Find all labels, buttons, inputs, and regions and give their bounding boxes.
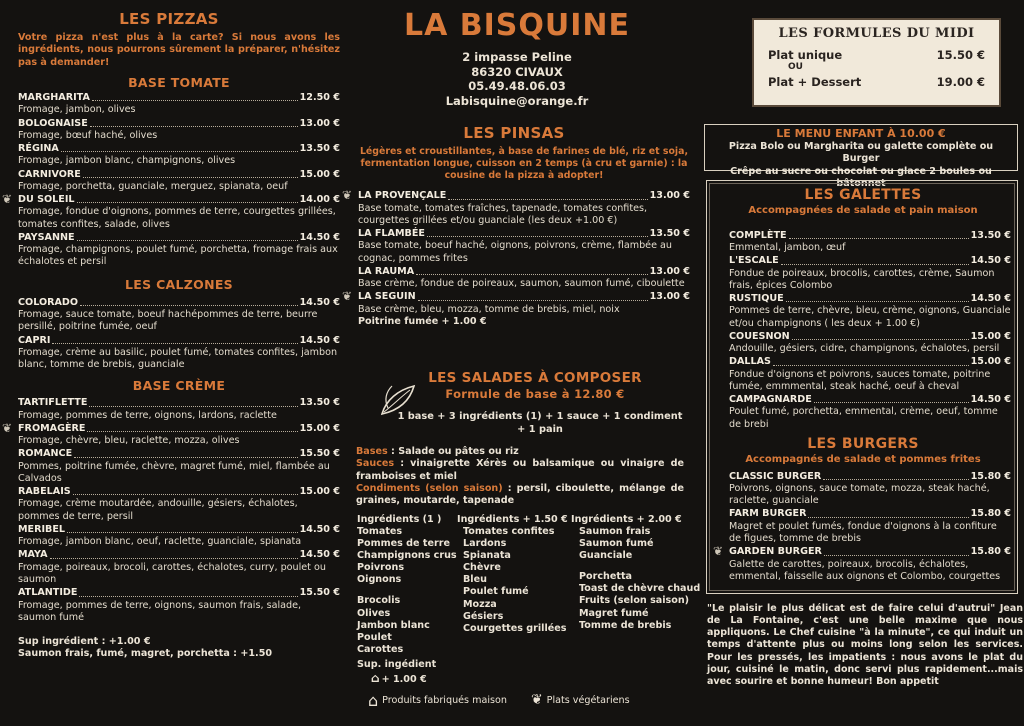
pizzas-title: LES PIZZAS <box>119 10 219 28</box>
menu-item-price: 13.00 € <box>299 117 340 129</box>
menu-item-row <box>18 297 340 309</box>
menu-item-desc: Fromage, fondue d'oignons, pommes de terre, courgettes grillées, tomates confites, salade, olives <box>18 206 336 230</box>
leader-dots <box>781 264 969 265</box>
menu-item-price: 15.80 € <box>970 470 1011 482</box>
salades-title: LES SALADES À COMPOSER <box>428 370 642 386</box>
menu-item <box>18 448 340 485</box>
menu-item-price: 15.00 € <box>299 168 340 180</box>
ingredient-item: Champignons crus <box>357 550 457 562</box>
burgers-list <box>713 470 1011 583</box>
menu-item-name: DU SOLEIL <box>18 194 75 206</box>
leader-dots <box>67 532 298 533</box>
menu-item-desc: Fromage, poireaux, brocoli, carottes, échalotes, curry, poulet ou saumon <box>18 561 326 586</box>
menu-item-price: 13.50 € <box>299 143 340 155</box>
base-creme-list <box>2 397 340 624</box>
menu-item-desc: Fromage, jambon blanc, oeuf, raclette, guanciale, spianata <box>18 536 302 548</box>
salades-block <box>356 370 684 507</box>
menu-item-price: 14.50 € <box>299 523 340 535</box>
leaf-icon: ❦ <box>530 692 543 709</box>
condiments-text: : persil, ciboulette, mélange de graines, moutarde, tapenade <box>356 482 684 507</box>
menu-item-price: 15.00 € <box>299 422 340 434</box>
col1-sup-price <box>371 671 457 686</box>
menu-item <box>729 394 1011 431</box>
menu-item-price: 15.50 € <box>299 587 340 599</box>
menu-item-name: CAPRI <box>18 334 51 346</box>
formules-title: LES FORMULES DU MIDI <box>778 26 975 41</box>
ingredient-item: Courgettes grillées <box>463 622 567 634</box>
menu-item <box>729 255 1011 292</box>
menu-item-row <box>358 228 690 240</box>
menu-item-price: 13.50 € <box>299 397 340 409</box>
menu-item-name: PAYSANNE <box>18 231 75 243</box>
pinsas-note: Poitrine fumée + 1.00 € <box>358 315 487 327</box>
ingredient-item: Olives <box>357 607 391 619</box>
house-icon: ⌂ <box>368 691 379 710</box>
menu-item-row <box>18 486 340 498</box>
house-icon: ⌂ <box>371 670 380 685</box>
menu-item-price: 14.50 € <box>970 293 1011 305</box>
col3-list <box>571 526 701 562</box>
menu-item <box>729 356 1011 393</box>
menu-item-name: MAYA <box>18 549 48 561</box>
menu-item-desc: Fromage, sauce tomate, boeuf hachépommes de terre, beurre persillé, poitrine fumée, oeuf <box>18 308 318 333</box>
leader-dots <box>808 517 968 518</box>
menu-item-desc: Fondue d'oignons et poivrons, sauces tomate, poitrine fumée, emmmental, steak haché, oeuf à cheval <box>729 368 991 392</box>
ingredient-item: Porchetta <box>579 571 633 583</box>
menu-item-row <box>18 524 340 536</box>
menu-item-name: COMPLÈTE <box>729 229 787 241</box>
galettes-block <box>713 187 1011 583</box>
menu-item-name: LA SEGUIN <box>358 291 416 303</box>
menu-item-name: ATLANTIDE <box>18 587 78 599</box>
leader-dots <box>823 479 968 480</box>
menu-item-desc: Base tomate, tomates fraîches, tapenade, tomates confites, courgettes grillées et/ou guanciale (les deux +1.00 €) <box>358 202 648 226</box>
col2-title: Ingrédients + 1.50 € <box>457 514 568 525</box>
menu-item-row <box>18 448 340 460</box>
col3b-list <box>571 571 701 631</box>
menu-item-desc: Magret et poulet fumés, fondue d'oignons à la confiture de figues, tomme de brebis <box>729 520 997 544</box>
leader-dots <box>427 236 648 237</box>
chef-quote: "Le plaisir le plus délicat est de faire celui d'autrui" Jean de La Fontaine, c'est une belle maxime que nous appliquons. Le Chef cuisine "à la minute", ce qui induit un temps d'attente plus ou moins long selon les services. Pour les pressés, les impatients : nous avons le plat du jour, cuisiné le matin, donc servi plus rapidement...mais avec sourire et bonne humeur! Bon appetit <box>707 603 1023 687</box>
menu-item <box>18 232 340 269</box>
col1-sup: Sup. ingédient <box>357 658 437 670</box>
ingredient-item: Magret fumé <box>579 607 649 619</box>
menu-item-price: 14.50 € <box>299 231 340 243</box>
menu-item <box>342 289 690 316</box>
menu-item-price: 14.50 € <box>970 255 1011 267</box>
menu-item <box>18 524 340 549</box>
menu-item-name: FROMAGÈRE <box>18 422 86 434</box>
menu-item-name: CARNIVORE <box>18 168 81 180</box>
menu-item <box>18 169 340 194</box>
menu-item-desc: Poulet fumé, porchetta, emmental, crème, oeuf, tomme de brebi <box>729 406 998 430</box>
pinsas-intro: Légères et croustillantes, à base de farines de blé, riz et soja, fermentation longue, cuisson en 2 temps (à cru et garnie) : la cousine de la pizza à adopter! <box>359 146 689 182</box>
leader-dots <box>448 199 647 200</box>
menu-item-price: 13.00 € <box>649 190 690 202</box>
leaf-icon: ❦ <box>2 420 13 435</box>
leader-dots <box>74 457 297 458</box>
menu-item <box>18 118 340 143</box>
burgers-title: LES BURGERS <box>807 435 919 452</box>
legend-veg <box>531 692 630 710</box>
menu-item-row <box>729 546 1011 558</box>
ingredient-item: Chèvre <box>463 562 501 574</box>
leaf-icon: ❦ <box>713 544 724 559</box>
menu-item-name: COLORADO <box>18 296 79 308</box>
salades-formula: 1 base + 3 ingrédients (1) + 1 sauce + 1 condiment + 1 pain <box>397 410 683 435</box>
menu-item <box>2 192 340 231</box>
menu-item-name: MERIBEL <box>18 523 66 535</box>
formules-card <box>752 18 1001 107</box>
menu-item-price: 15.80 € <box>970 546 1011 558</box>
legend-veg-text: Plats végétariens <box>546 695 630 707</box>
menu-item-row <box>18 92 340 104</box>
menu-item <box>2 420 340 448</box>
menu-item-row <box>18 118 340 130</box>
col1-list <box>357 526 457 586</box>
menu-item-name: MARGHARITA <box>18 91 90 103</box>
ingredients-col-1 <box>357 514 457 686</box>
menu-item-name: RUSTIQUE <box>729 293 784 305</box>
menu-item-name: ROMANCE <box>18 448 73 460</box>
leader-dots <box>50 558 298 559</box>
menu-item <box>18 297 340 334</box>
menu-item-desc: Fromage, crème au basilic, poulet fumé, tomates confites, jambon blanc, tomme de brebis, guanciale <box>18 346 338 371</box>
leader-dots <box>52 343 297 344</box>
menu-item-desc: Base crème, bleu, mozza, tomme de brebis, miel, noix <box>358 303 620 315</box>
leader-dots <box>77 202 298 203</box>
menu-item-desc: Fromage, crème moutardée, andouille, gésiers, échalotes, pommes de terre, persil <box>18 498 298 522</box>
menu-item-price: 14.50 € <box>299 334 340 346</box>
ingredient-item: Tomates confites <box>463 526 555 538</box>
col1-title: Ingrédients (1 ) <box>357 514 442 525</box>
calzones-title: LES CALZONES <box>125 276 233 292</box>
menu-item-row <box>18 423 340 435</box>
burgers-subtitle: Accompagnés de salade et pommes frites <box>745 453 981 465</box>
menu-item-row <box>18 143 340 155</box>
col1b-list <box>357 595 457 655</box>
leader-dots <box>80 305 298 306</box>
enfant-title: LE MENU ENFANT À 10.00 € <box>776 127 946 140</box>
brand-email[interactable]: Labisquine@orange.fr <box>445 94 589 109</box>
menu-item-desc: Fromage, jambon, olives <box>18 104 136 116</box>
pizzas-column <box>2 10 340 661</box>
menu-item-desc: Pommes, poitrine fumée, chèvre, magret fumé, miel, flambée au Calvados <box>18 460 330 484</box>
ingredient-item: Guanciale <box>579 550 633 562</box>
menu-item-name: CLASSIC BURGER <box>729 470 822 482</box>
ingredients-col-3 <box>571 514 701 632</box>
menu-item-price: 14.50 € <box>299 549 340 561</box>
leaf-icon: ❦ <box>342 289 353 304</box>
legend <box>368 691 648 711</box>
ingredient-item: Oignons <box>357 574 402 586</box>
enfant-card <box>704 124 1018 189</box>
menu-item <box>713 544 1011 583</box>
menu-item <box>729 508 1011 545</box>
formules-or: OU <box>788 62 803 73</box>
menu-item-row <box>358 190 690 202</box>
menu-item-desc: Fromage, bœuf haché, olives <box>18 129 158 141</box>
menu-item <box>358 266 690 291</box>
leader-dots <box>73 494 298 495</box>
menu-item-name: RÉGINA <box>18 143 59 155</box>
sup-premium-line: Saumon frais, fumé, magret, porchetta : +1.50 <box>18 648 273 660</box>
galettes-title: LES GALETTES <box>804 187 922 203</box>
legend-house-text: Produits fabriqués maison <box>382 695 507 707</box>
formule-2-price: 19.00 € <box>936 74 985 89</box>
menu-item-name: LA PROVENÇALE <box>358 190 447 202</box>
menu-item <box>729 293 1011 330</box>
menu-item <box>342 188 690 227</box>
basil-leaf-icon <box>376 378 420 420</box>
menu-item-name: FARM BURGER <box>729 508 807 520</box>
leader-dots <box>792 339 969 340</box>
menu-item-desc: Base tomate, boeuf haché, oignons, poivrons, crème, flambée au cognac, pommes frites <box>358 240 672 264</box>
sauces-label: Sauces <box>356 458 395 470</box>
brand-address-2: 86320 CIVAUX <box>471 64 563 79</box>
menu-item-price: 15.80 € <box>970 508 1011 520</box>
menu-item-desc: Fromage, champignons, poulet fumé, porchetta, fromage frais aux échalotes et persil <box>18 244 338 268</box>
pinsas-column <box>342 124 690 328</box>
leader-dots <box>87 431 297 432</box>
pizzas-intro: Votre pizza n'est plus à la carte? Si nous avons les ingrédients, nous pourrons sûrement la préparer, n'hésitez pas à demander! <box>18 32 340 68</box>
menu-item <box>18 397 340 422</box>
ingredient-item: Jambon blanc <box>357 619 430 631</box>
sup-ingredient-line: Sup ingrédient : +1.00 € <box>18 636 151 648</box>
formule-1-label: Plat unique <box>768 47 843 62</box>
ingredient-item: Saumon fumé <box>579 538 654 550</box>
menu-item-name: GARDEN BURGER <box>729 546 822 558</box>
menu-item-row <box>18 397 340 409</box>
menu-item-name: COUESNON <box>729 330 790 342</box>
menu-item <box>729 230 1011 255</box>
ingredient-item: Brocolis <box>357 595 401 607</box>
salades-sauces <box>356 458 684 483</box>
menu-item-price: 13.00 € <box>649 265 690 277</box>
leaf-icon: ❦ <box>2 192 13 207</box>
leader-dots <box>416 274 647 275</box>
ingredient-item: Mozza <box>463 598 497 610</box>
ingredient-item: Spianata <box>463 550 511 562</box>
condiments-label: Condiments (selon saison) <box>356 482 503 494</box>
salades-bases <box>356 446 684 458</box>
menu-item-row <box>18 169 340 181</box>
menu-item <box>18 92 340 117</box>
leader-dots <box>786 301 969 302</box>
menu-item <box>18 587 340 624</box>
formules-row-1 <box>768 48 985 63</box>
bases-text: : Salade ou pâtes ou riz <box>387 446 519 458</box>
formule-1-price: 15.50 € <box>936 47 985 62</box>
galettes-list <box>729 230 1011 431</box>
menu-item-price: 15.00 € <box>970 356 1011 368</box>
salades-options <box>356 446 684 507</box>
menu-item <box>729 331 1011 356</box>
menu-item-desc: Fromage, jambon blanc, champignons, olives <box>18 155 236 167</box>
leader-dots <box>83 177 298 178</box>
leader-dots <box>773 365 969 366</box>
ingredient-item: Bleu <box>463 574 487 586</box>
salades-subtitle: Formule de base à 12.80 € <box>445 387 625 402</box>
ingredient-item: Tomates <box>357 526 403 538</box>
menu-item-row <box>729 255 1011 267</box>
menu-item-row <box>729 508 1011 520</box>
col2-list <box>457 526 569 635</box>
ingredient-item: Poivrons <box>357 562 405 574</box>
ingredient-item: Tomme de brebis <box>579 619 672 631</box>
enfant-line-1: Pizza Bolo ou Margharita ou galette complète ou Burger <box>728 141 994 165</box>
base-tomate-title: BASE TOMATE <box>128 74 230 90</box>
menu-item-row <box>18 232 340 244</box>
menu-item-name: RABELAIS <box>18 486 71 498</box>
menu-item-row <box>358 291 690 303</box>
leader-dots <box>79 596 297 597</box>
ingredient-item: Poulet <box>357 631 392 643</box>
ingredient-item: Toast de chèvre chaud <box>579 583 701 595</box>
menu-item <box>18 549 340 586</box>
galettes-subtitle: Accompagnées de salade et pain maison <box>748 204 978 216</box>
enfant-line-2: Crêpe au sucre ou chocolat ou glace 2 boules ou bâtonnet <box>730 165 992 189</box>
menu-item-desc: Fondue de poireaux, brocolis, carottes, crème, Saumon frais, épices Colombo <box>729 267 995 291</box>
menu-item-row <box>18 549 340 561</box>
pinsas-list <box>342 188 690 316</box>
ingredient-item: Fruits (selon saison) <box>579 595 690 607</box>
menu-item-desc: Emmental, jambon, œuf <box>729 241 846 253</box>
ingredient-item: Saumon frais <box>579 526 651 538</box>
menu-item-desc: Poivrons, oignons, sauce tomate, mozza, steak haché, raclette, guanciale <box>729 482 990 507</box>
base-tomate-list <box>2 91 340 269</box>
leader-dots <box>418 300 648 301</box>
pinsas-title: LES PINSAS <box>463 124 565 142</box>
menu-item-name: LA FLAMBÉE <box>358 228 425 240</box>
formules-row-2 <box>768 75 985 90</box>
brand-name: LA BISQUINE <box>403 8 631 43</box>
ingredient-item: Gésiers <box>463 610 504 622</box>
menu-item <box>18 143 340 168</box>
sup-ingredient-note <box>18 636 340 661</box>
menu-item-price: 15.00 € <box>970 330 1011 342</box>
ingredient-item: Pommes de terre <box>357 538 450 550</box>
menu-item-desc: Base crème, fondue de poireaux, saumon, saumon fumé, ciboulette <box>358 278 685 290</box>
menu-item-price: 14.50 € <box>970 394 1011 406</box>
bases-label: Bases <box>356 446 388 458</box>
menu-item-name: L'ESCALE <box>729 255 779 267</box>
leader-dots <box>814 402 969 403</box>
menu-item-price: 14.50 € <box>299 296 340 308</box>
calzones-list <box>18 297 340 372</box>
menu-item-row <box>18 335 340 347</box>
menu-item-name: CAMPAGNARDE <box>729 394 812 406</box>
leader-dots <box>61 151 298 152</box>
menu-item-row <box>729 356 1011 368</box>
menu-item-price: 14.00 € <box>299 194 340 206</box>
menu-item <box>18 486 340 523</box>
brand-block <box>352 8 692 109</box>
menu-item-price: 12.50 € <box>299 91 340 103</box>
menu-item-name: DALLAS <box>729 356 771 368</box>
menu-item-desc: Fromage, pommes de terre, oignons, saumon frais, salade, saumon fumé <box>18 599 302 623</box>
ingredients-col-2 <box>457 514 569 635</box>
col3-title: Ingrédients + 2.00 € <box>571 514 682 525</box>
menu-item <box>358 228 690 265</box>
leader-dots <box>77 240 298 241</box>
menu-item-name: TARTIFLETTE <box>18 397 88 409</box>
menu-item-row <box>729 293 1011 305</box>
menu-item-row <box>358 266 690 278</box>
menu-item-row <box>729 331 1011 343</box>
menu-item-row <box>729 471 1011 483</box>
legend-house <box>368 691 507 711</box>
menu-item-desc: Andouille, gésiers, cidre, champignons, échalotes, persil <box>729 343 1000 355</box>
menu-item-row <box>729 394 1011 406</box>
menu-item-desc: Fromage, chèvre, bleu, raclette, mozza, olives <box>18 435 240 447</box>
leader-dots <box>90 126 298 127</box>
menu-item-desc: Pommes de terre, chèvre, bleu, crème, oignons, Guanciale et/ou champignons ( les deux + 1.00 €) <box>729 305 1011 329</box>
menu-item-price: 13.50 € <box>649 228 690 240</box>
menu-item-price: 13.00 € <box>649 291 690 303</box>
formule-2-label: Plat + Dessert <box>768 74 862 89</box>
menu-item-row <box>18 587 340 599</box>
leader-dots <box>92 100 298 101</box>
sauces-text: : vinaigrette Xérès ou balsamique ou vinaigre de framboises et miel <box>356 458 684 482</box>
menu-item-row <box>18 194 340 206</box>
salades-condiments <box>356 483 684 508</box>
leader-dots <box>789 238 969 239</box>
menu-item <box>729 471 1011 508</box>
col1-sup-price-text: + 1.00 € <box>381 673 427 685</box>
menu-item-name: BOLOGNAISE <box>18 117 88 129</box>
menu-item-row <box>729 230 1011 242</box>
menu-item-price: 13.50 € <box>970 229 1011 241</box>
menu-item <box>18 335 340 372</box>
leaf-icon: ❦ <box>342 188 353 203</box>
brand-address-1: 2 impasse Peline <box>462 50 572 64</box>
galettes-burgers-frame <box>706 180 1018 594</box>
ingredient-item: Carottes <box>357 643 404 655</box>
brand-phone[interactable]: 05.49.48.06.03 <box>468 79 566 94</box>
menu-item-name: LA RAUMA <box>358 265 415 277</box>
ingredient-item: Lardons <box>463 538 507 550</box>
menu-item-desc: Fromage, pommes de terre, oignons, lardons, raclette <box>18 409 277 421</box>
base-creme-title: BASE CRÈME <box>132 378 226 394</box>
ingredient-item: Poulet fumé <box>463 586 529 598</box>
menu-item-price: 15.00 € <box>299 486 340 498</box>
menu-item-price: 15.50 € <box>299 448 340 460</box>
leader-dots <box>824 555 969 556</box>
leader-dots <box>89 406 297 407</box>
menu-item-desc: Fromage, porchetta, guanciale, merguez, spianata, oeuf <box>18 180 288 192</box>
menu-item-desc: Galette de carottes, poireaux, brocolis, échalotes, emmental, faisselle aux oignons et Colombo, courgettes <box>729 558 1001 582</box>
